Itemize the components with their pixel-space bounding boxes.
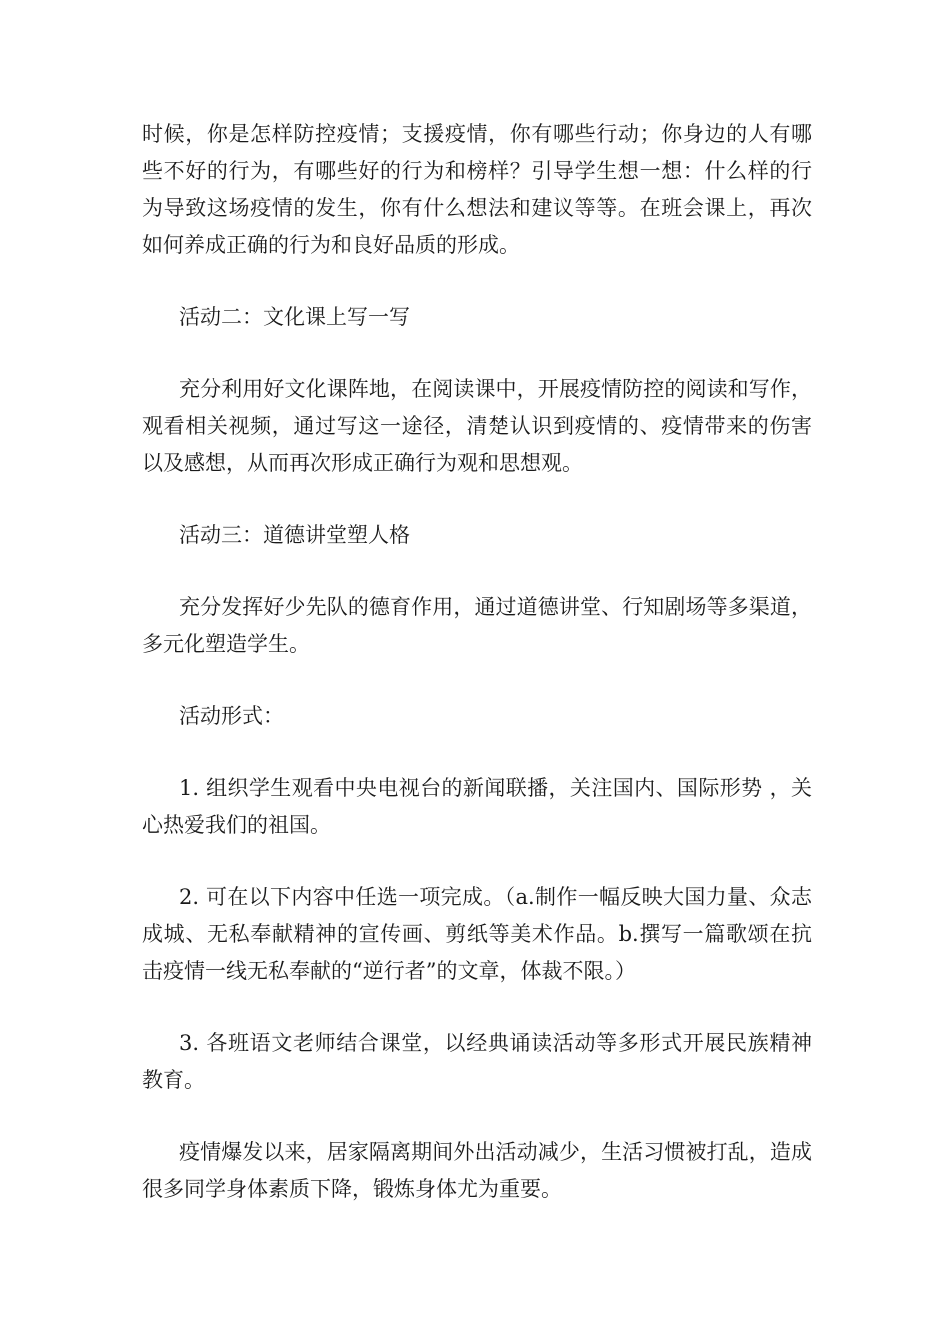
paragraph-activity-two: 充分利用好文化课阵地，在阅读课中，开展疫情防控的阅读和写作，观看相关视频，通过写这一途径，清楚认识到疫情的、疫情带来的伤害以及感想，从而再次形成正确行为观和思想观。: [142, 377, 812, 475]
heading-activity-three: 活动三：道德讲堂塑人格: [179, 523, 410, 547]
heading-activity-two: 活动二：文化课上写一写: [179, 305, 410, 329]
list-item-3: 3. 各班语文老师结合课堂，以经典诵读活动等多形式开展民族精神教育。: [142, 1031, 812, 1092]
paragraph-activity-three: 充分发挥好少先队的德育作用，通过道德讲堂、行知剧场等多渠道，多元化塑造学生。: [142, 595, 812, 656]
paragraph-continued: 时候，你是怎样防控疫情；支援疫情，你有哪些行动；你身边的人有哪些不好的行为，有哪些好的行为和榜样？引导学生想一想：什么样的行为导致这场疫情的发生，你有什么想法和建议等等。在班会课上，再次如何养成正确的行为和良好品质的形成。: [142, 122, 812, 257]
paragraph-exercise: 疫情爆发以来，居家隔离期间外出活动减少，生活习惯被打乱，造成很多同学身体素质下降，锻炼身体尤为重要。: [142, 1140, 812, 1201]
heading-activity-form: 活动形式：: [179, 704, 284, 728]
list-item-2: 2. 可在以下内容中任选一项完成。（a.制作一幅反映大国力量、众志成城、无私奉献精神的宣传画、剪纸等美术作品。b.撰写一篇歌颂在抗击疫情一线无私奉献的“逆行者”的文章，体裁不限。）: [142, 885, 812, 983]
list-item-1: 1. 组织学生观看中央电视台的新闻联播，关注国内、国际形势 ，关心热爱我们的祖国。: [142, 776, 812, 837]
document-body: [142, 116, 812, 1243]
